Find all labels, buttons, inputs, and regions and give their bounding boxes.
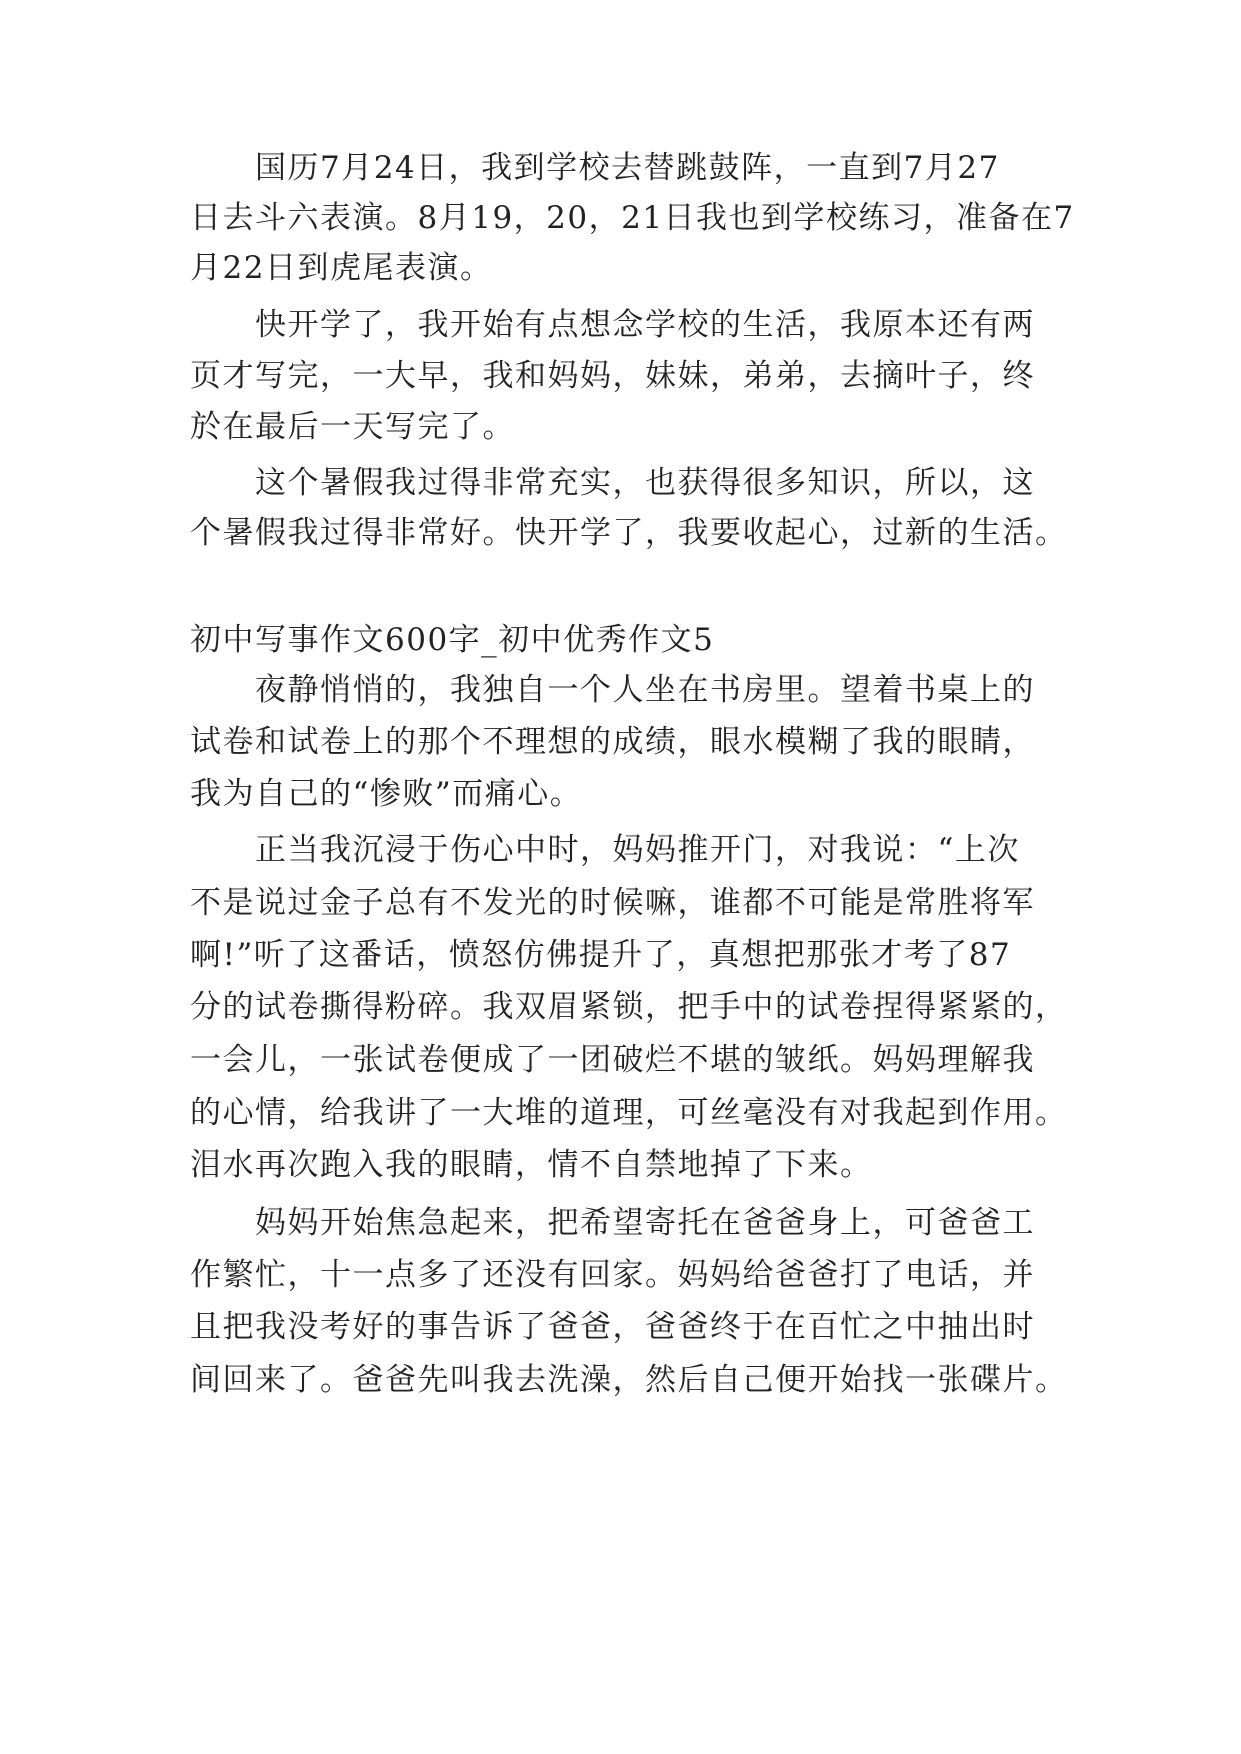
paragraph-line: 啊!”听了这番话，愤怒仿佛提升了，真想把那张才考了87 [190, 937, 1012, 973]
paragraph-line: 於在最后一天写完了。 [190, 409, 515, 445]
paragraph-line: 日去斗六表演。8月19，20，21日我也到学校练习，准备在7 [190, 200, 1075, 236]
paragraph-line: 间回来了。爸爸先叫我去洗澡，然后自己便开始找一张碟片。 [190, 1362, 1068, 1398]
paragraph-line: 月22日到虎尾表演。 [190, 250, 493, 286]
paragraph-line: 妈妈开始焦急起来，把希望寄托在爸爸身上，可爸爸工 [255, 1205, 1035, 1241]
paragraph-line: 的心情，给我讲了一大堆的道理，可丝毫没有对我起到作用。 [190, 1095, 1068, 1131]
paragraph-line: 泪水再次跑入我的眼睛，情不自禁地掉了下来。 [190, 1147, 873, 1183]
section-heading: 初中写事作文600字_初中优秀作文5 [190, 622, 715, 658]
paragraph-line: 页才写完，一大早，我和妈妈，妹妹，弟弟，去摘叶子，终 [190, 358, 1035, 394]
paragraph-line: 作繁忙，十一点多了还没有回家。妈妈给爸爸打了电话，并 [190, 1257, 1035, 1293]
paragraph-line: 个暑假我过得非常好。快开学了，我要收起心，过新的生活。 [190, 515, 1068, 551]
paragraph-line: 这个暑假我过得非常充实，也获得很多知识，所以，这 [255, 465, 1035, 501]
paragraph-line: 试卷和试卷上的那个不理想的成绩，眼水模糊了我的眼睛， [190, 724, 1035, 760]
paragraph-line: 我为自己的“惨败”而痛心。 [190, 776, 583, 812]
paragraph-line: 不是说过金子总有不发光的时候嘛，谁都不可能是常胜将军 [190, 885, 1035, 921]
paragraph-line: 且把我没考好的事告诉了爸爸，爸爸终于在百忙之中抽出时 [190, 1309, 1035, 1345]
paragraph-line: 正当我沉浸于伤心中时，妈妈推开门，对我说：“上次 [255, 832, 1020, 868]
paragraph-line: 夜静悄悄的，我独自一个人坐在书房里。望着书桌上的 [255, 672, 1035, 708]
paragraph-line: 国历7月24日，我到学校去替跳鼓阵，一直到7月27 [255, 150, 1000, 186]
paragraph-line: 分的试卷撕得粉碎。我双眉紧锁，把手中的试卷捏得紧紧的， [190, 989, 1068, 1025]
paragraph-line: 一会儿，一张试卷便成了一团破烂不堪的皱纸。妈妈理解我 [190, 1042, 1035, 1078]
paragraph-line: 快开学了，我开始有点想念学校的生活，我原本还有两 [255, 307, 1035, 343]
